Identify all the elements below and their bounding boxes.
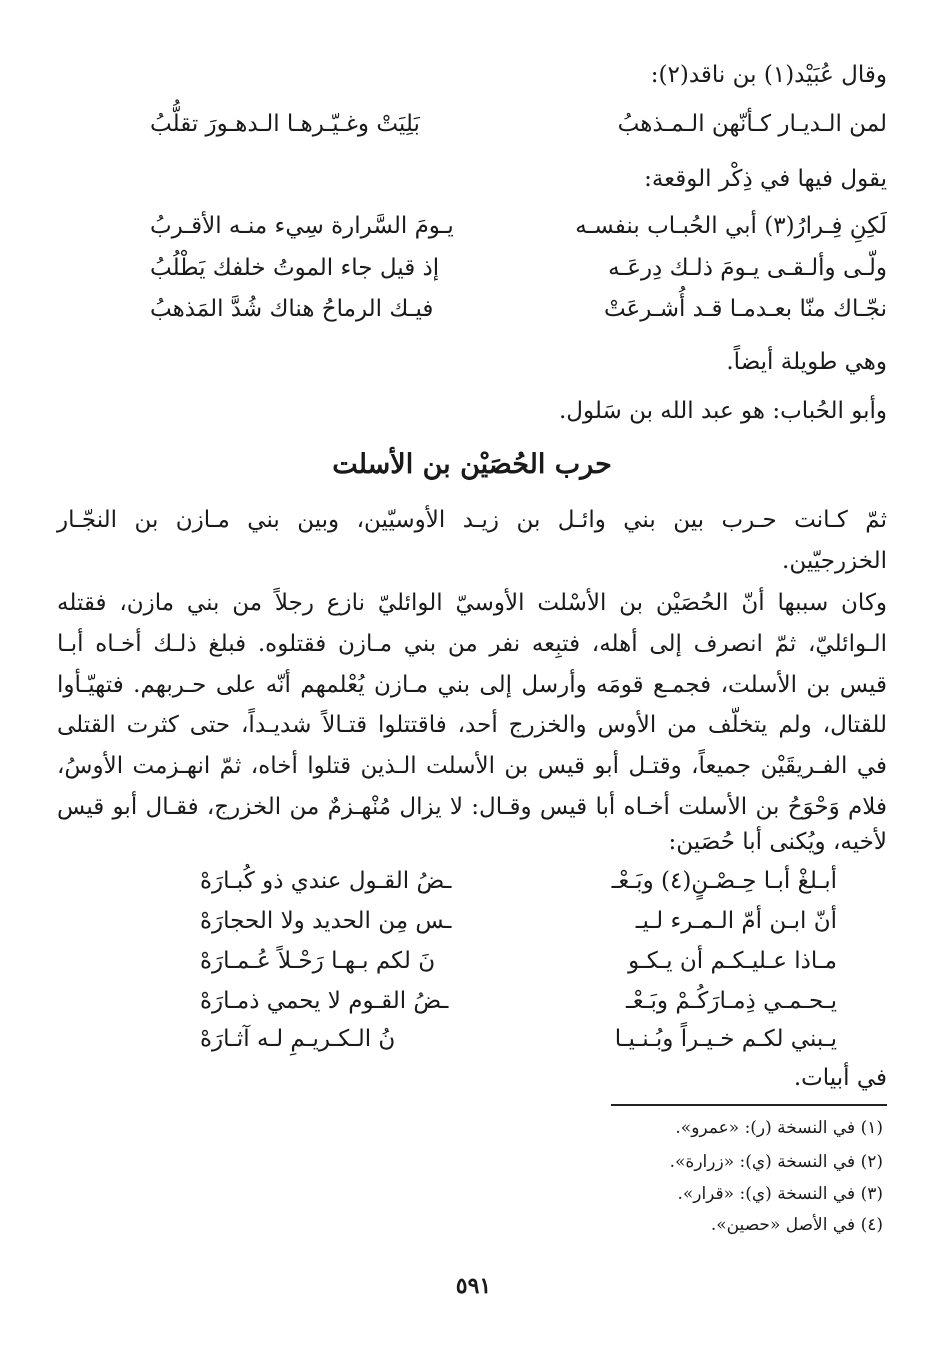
abu-note: وأبو الحُباب: هو عبد الله بن سَلول. [558, 398, 887, 424]
para2-line-5: في الفـريقَيْن جميعاً، وقتـل أبو قيس بن الأسلت الـذين قتلوا أخاه، ثمّ انهـزمت الأوسُ، [57, 753, 887, 779]
footnote-3: (٣) في النسخة (ي): «قرار». [677, 1184, 883, 1204]
intro-line: وقال عُبَيْد(١) بن ناقد(٢): [650, 62, 887, 88]
para2-line-1: وكان سببها أنّ الحُصَيْن بن الأسْلت الأوسيّ الوائليّ نازع رجلاً من بني مازن، فقتله [57, 590, 887, 616]
verse-6-first: أنّ ابـن أمّ الـمـرء لـيـ [635, 908, 837, 934]
para2-line-2: الـوائليّ، ثمّ انصرف إلى أهله، فتبِعه نفر من بني مـازن فقتلوه. فبلغ ذلـك أخـاه أبـا [57, 631, 887, 657]
footnote-1: (١) في النسخة (ر): «عمرو». [675, 1118, 883, 1138]
verse-1-second: بَلِيَتْ وغـيّـرهـا الـدهـورَ تقلُّبُ [150, 111, 420, 137]
verse-7-first: مـاذا عـليـكـم أن يـكـو [628, 948, 837, 974]
footnote-4: (٤) في الأصل «حصين». [710, 1215, 883, 1235]
footnote-divider [611, 1104, 887, 1106]
verse-9-second: نُ الـكـريـمِ لـه آثـارَهْ [200, 1026, 396, 1052]
para1-line-2: الخزرجيّين. [782, 548, 887, 574]
para2-line-3: قيس بن الأسلت، فجمـع قومَه وأرسل إلى بني مـازن يُعْلمهم أنّه على حـربهم. فتهيّـأوا [57, 672, 887, 698]
verse-5-first: أبـلغْ أبـا حِـصْـنٍ(٤) وبَـعْـ [611, 868, 837, 894]
verse-3-first: ولّـى وألـقـى يـومَ ذلـك دِرعَـه [608, 255, 887, 281]
verse-4-second: فيـك الرماحُ هناك شُدَّ المَذهبُ [150, 296, 434, 322]
para2-line-7: لأخيه، ويُكنى أبا حُصَين: [668, 829, 887, 855]
verse-2-first: لَكِنِ فِـرارُ(٣) أبي الحُبـاب بنفسـه [575, 213, 887, 239]
footnote-2: (٢) في النسخة (ي): «زرارة». [669, 1152, 883, 1172]
says-line: يقول فيها في ذِكْر الوقعة: [644, 166, 887, 192]
verse-8-first: يـحـمـي ذِمـارَكُـمْ وبَـعْـ [625, 988, 837, 1014]
section-heading: حرب الحُصَيْن بن الأسلت [332, 449, 612, 480]
verse-3-second: إذ قيل جاء الموتُ خلفك يَطْلُبُ [150, 255, 440, 281]
verse-5-second: ـضُ القـول عندي ذو كُبـارَهْ [200, 868, 452, 894]
verse-4-first: نجّـاك منّا بعـدمـا قـد أُشـرعَتْ [603, 296, 887, 322]
verse-7-second: نَ لكم بـهـا رَحْـلاً عُـمـارَهْ [200, 948, 436, 974]
verse-1-first: لمن الـديـار كـأنّهن الـمـذهبُ [617, 111, 887, 137]
verse-6-second: ـس مِن الحديد ولا الحجارَهْ [200, 908, 452, 934]
para2-line-6: فلام وَحْوَحُ بن الأسلت أخـاه أبا قيس وقـال: لا يزال مُنْهـزمٌ من الخزرج، فقـال أبو قيس [57, 794, 887, 820]
verse-9-first: يـبني لكـم خـيـراً وبُـنـيـا [614, 1026, 837, 1052]
para1-line-1: ثمّ كـانت حـرب بين بني وائـل بن زيـد الأوسيّين، وبين بني مـازن بن النجّـار [57, 507, 887, 533]
verse-2-second: يـومَ السَّرارة سِيء منـه الأقـربُ [150, 213, 454, 239]
page-number: ٥٩١ [455, 1273, 492, 1299]
closing-line: في أبيات. [793, 1065, 887, 1091]
para2-line-4: للقتال، ولم يتخلّف من الأوس والخزرج أحد، فاقتتلوا قتـالاً شديـداً، حتى كثرت القتلى [57, 712, 887, 738]
long-note: وهي طويلة أيضاً. [726, 349, 887, 375]
verse-8-second: ـضُ القـوم لا يحمي ذمـارَهْ [200, 988, 449, 1014]
